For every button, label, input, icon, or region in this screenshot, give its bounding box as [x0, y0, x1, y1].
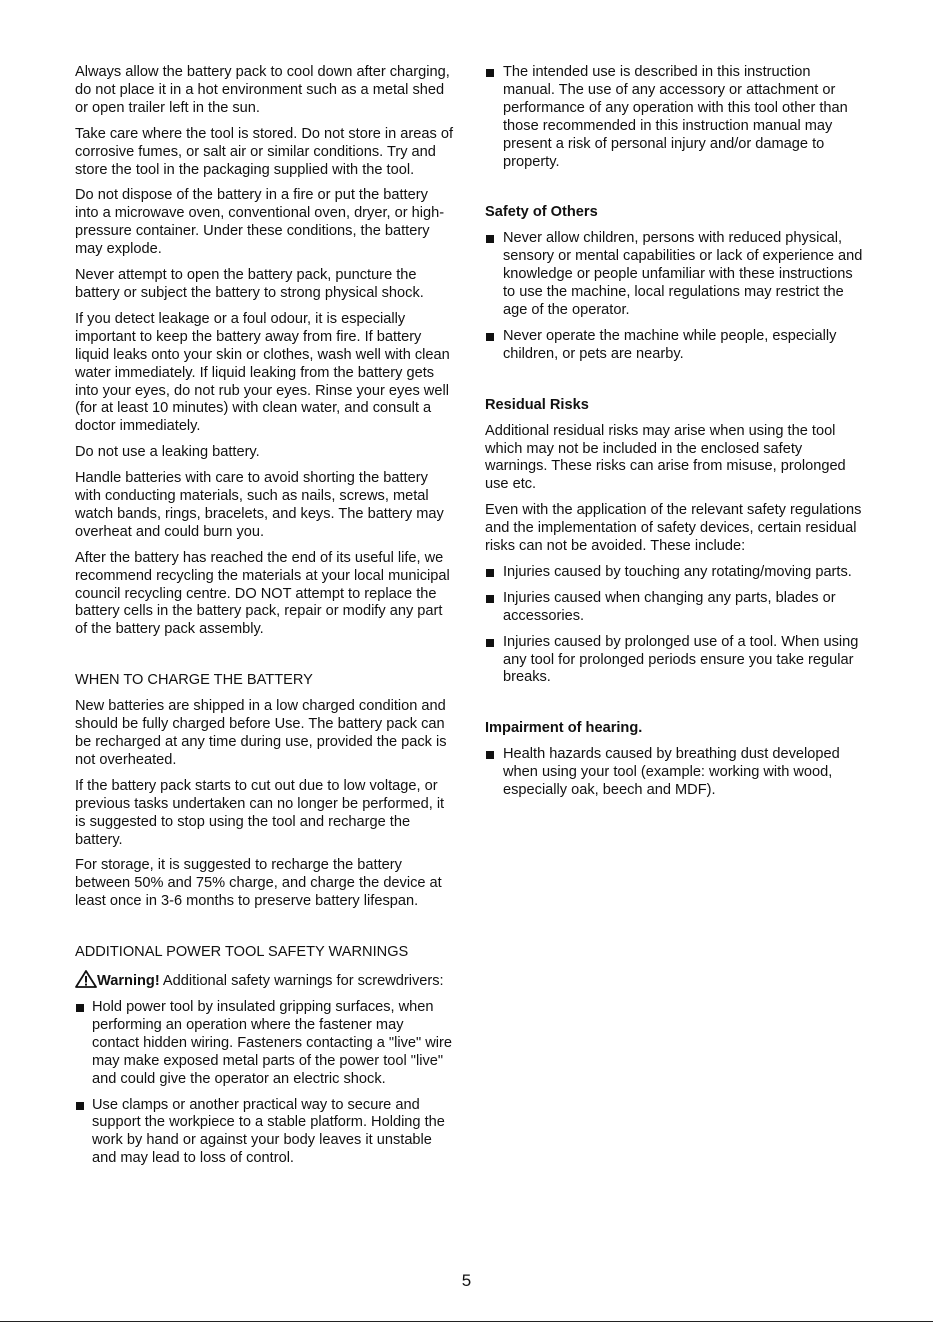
paragraph-leaking-battery: Do not use a leaking battery.: [75, 444, 260, 461]
paragraph-residual-2: Even with the application of the relevant safety regulations and the implementation of safety devices, certain residual risks can not be avoided. These include:: [485, 502, 862, 555]
list-item: [485, 564, 865, 582]
bullet-text: Injuries caused by prolonged use of a tool. When using any tool for prolonged periods ensure you take regular breaks.: [503, 633, 859, 686]
bullet-text: Injuries caused when changing any parts, blades or accessories.: [503, 589, 836, 624]
warning-triangle-icon: [75, 970, 97, 988]
paragraph-leakage: If you detect leakage or a foul odour, it is especially important to keep the battery away from fire. If battery liquid leaks onto your skin or clothes, wash well with clean water immediately. If liquid leaking from the battery gets into your eyes, do not rub your eyes. Rinse your eyes well (for at least 10 minutes) with clean water, and consult a doctor immediately.: [75, 310, 450, 435]
bullet-text: Health hazards caused by breathing dust developed when using your tool (example: working with wood, especially oak, beech and MDF).: [503, 746, 840, 799]
spacer: [75, 647, 453, 672]
left-column: [75, 64, 453, 1176]
section-heading-additional: ADDITIONAL POWER TOOL SAFETY WARNINGS: [75, 944, 409, 961]
list-item: [75, 999, 453, 1089]
bullet-text: Never operate the machine while people, especially children, or pets are nearby.: [503, 327, 837, 362]
list-item: [485, 230, 865, 320]
section-heading-residual-risks: Residual Risks: [485, 396, 589, 413]
warning-text: Additional safety warnings for screwdrivers:: [159, 973, 444, 990]
paragraph-storage: Take care where the tool is stored. Do not store in areas of corrosive fumes, or salt air or similar conditions. Try and store the tool in the packaging supplied with the tool.: [75, 125, 454, 178]
paragraph-dispose: Do not dispose of the battery in a fire or put the battery into a microwave oven, conventional oven, dryer, or high-pressure container. Under these conditions, the battery may explode.: [75, 187, 445, 258]
paragraph-shorting: Handle batteries with care to avoid shorting the battery with conducting materials, such as nails, screws, metal watch bands, rings, bracelets, and keys. The battery may overheat and could burn you.: [75, 470, 444, 540]
list-item: [485, 328, 865, 364]
list-item: [485, 590, 865, 626]
list-item: [485, 746, 865, 800]
list-item: [75, 1097, 453, 1169]
square-bullet-icon: [486, 235, 494, 243]
right-column: [485, 64, 865, 808]
spacer: [485, 179, 865, 204]
bullet-text: The intended use is described in this instruction manual. The use of any accessory or attachment or performance of any operation with this tool other than those recommended in this instruction manual may present a risk of personal injury and/or damage to property.: [503, 64, 848, 170]
square-bullet-icon: [486, 69, 494, 77]
bullet-text: Injuries caused by touching any rotating/moving parts.: [503, 563, 852, 580]
paragraph-new-batteries: New batteries are shipped in a low charged condition and should be fully charged before Use. The battery pack can be recharged at any time during use, provided the pack is not overheated.: [75, 698, 447, 768]
warning-statement: [75, 970, 453, 991]
paragraph-recycling: After the battery has reached the end of its useful life, we recommend recycling the materials at your local municipal council recycling centre. DO NOT attempt to replace the battery cells in the battery pack, repair or modify any part of the battery pack assembly.: [75, 549, 450, 638]
square-bullet-icon: [486, 751, 494, 759]
bottom-divider: [0, 1321, 933, 1322]
section-heading-hearing: Impairment of hearing.: [485, 720, 643, 737]
paragraph-residual-1: Additional residual risks may arise when using the tool which may not be included in the enclosed safety warnings. These risks can arise from misuse, prolonged use etc.: [485, 422, 846, 493]
paragraph-cut-out: If the battery pack starts to cut out due to low voltage, or previous tasks undertaken can no longer be performed, it is suggested to stop using the tool and recharge the battery.: [75, 777, 445, 848]
square-bullet-icon: [486, 569, 494, 577]
section-heading-safety-of-others: Safety of Others: [485, 204, 598, 221]
square-bullet-icon: [76, 1102, 84, 1110]
square-bullet-icon: [486, 639, 494, 647]
paragraph-cool-down: Always allow the battery pack to cool down after charging, do not place it in a hot environment such as a metal shed or open trailer left in the sun.: [75, 64, 450, 116]
section-heading-charge: WHEN TO CHARGE THE BATTERY: [75, 672, 313, 689]
square-bullet-icon: [486, 595, 494, 603]
list-item: [485, 64, 865, 171]
bullet-text: Never allow children, persons with reduced physical, sensory or mental capabilities or lack of experience and knowledge or people unfamiliar with these instructions to use the machine, local regulations may restrict the age of the operator.: [503, 230, 863, 318]
square-bullet-icon: [486, 333, 494, 341]
bullet-text: Hold power tool by insulated gripping surfaces, when performing an operation where the fastener may contact hidden wiring. Fasteners contacting a "live" wire may make exposed metal parts of the power tool "live" and could give the operator an electric shock.: [92, 998, 452, 1087]
bullet-text: Use clamps or another practical way to secure and support the workpiece to a stable platform. Holding the work by hand or against your body leaves it unstable and may lead to loss of control.: [92, 1096, 445, 1167]
spacer: [485, 372, 865, 397]
list-item: [485, 634, 865, 688]
page-number: 5: [461, 1271, 472, 1290]
paragraph-open-pack: Never attempt to open the battery pack, puncture the battery or subject the battery to strong physical shock.: [75, 267, 424, 301]
paragraph-storage-charge: For storage, it is suggested to recharge the battery between 50% and 75% charge, and charge the device at least once in 3-6 months to preserve battery lifespan.: [75, 857, 442, 910]
warning-label: Warning!: [97, 973, 160, 990]
spacer: [485, 695, 865, 720]
square-bullet-icon: [76, 1004, 84, 1012]
spacer: [75, 919, 453, 944]
